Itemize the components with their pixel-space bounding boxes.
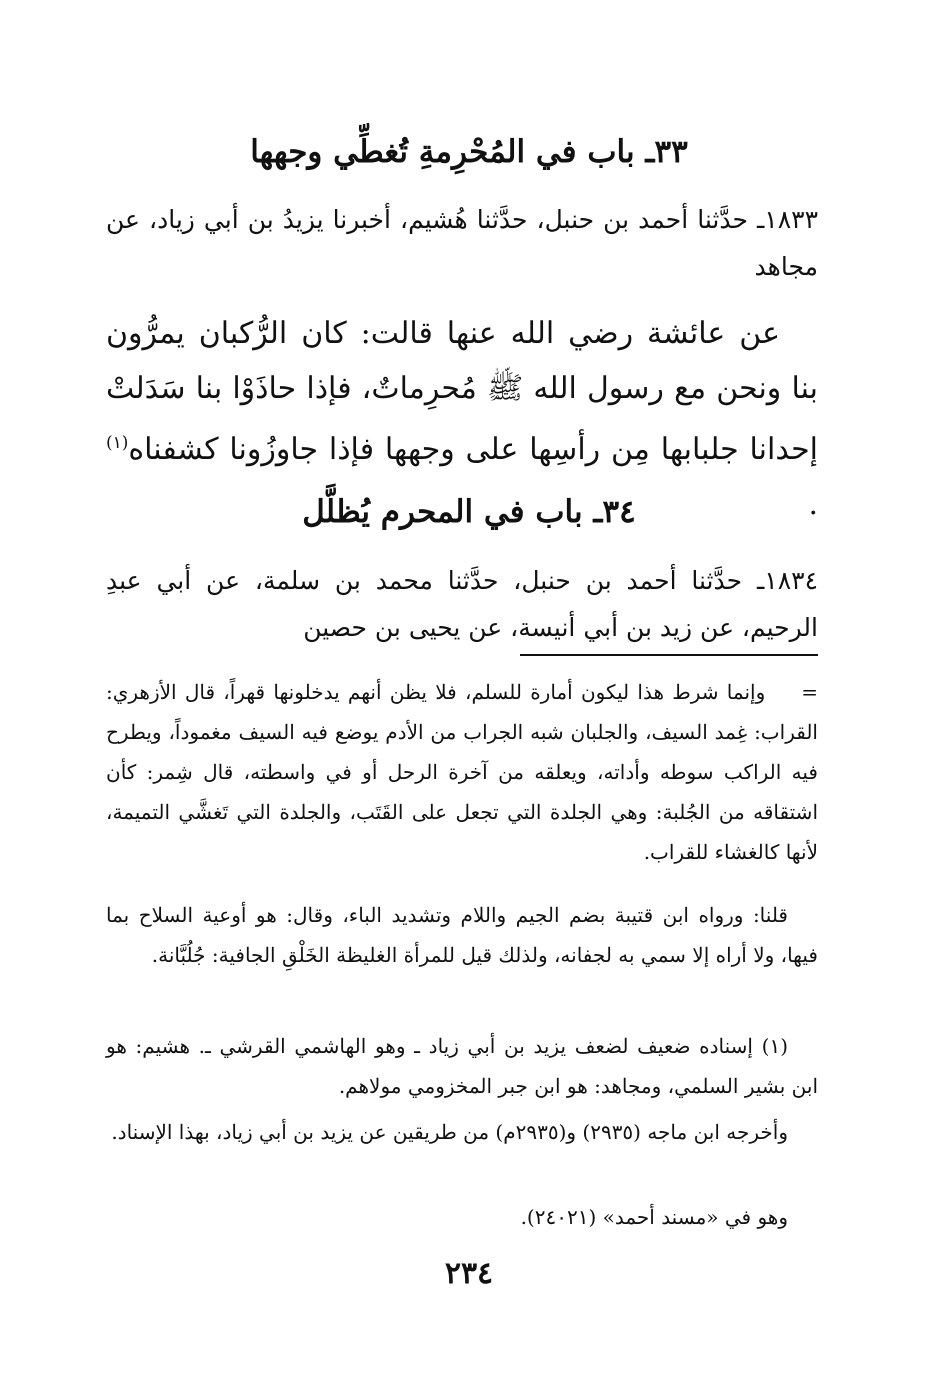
chapter-33-title: ٣٣ـ باب في المُحْرِمةِ تُغطِّي وجهها (250, 134, 688, 170)
footnote-continuation (106, 672, 818, 872)
footnote-1-takhrij: وأخرجه ابن ماجه (٢٩٣٥) و(٢٩٣٥م) من طريقين عن يزيد بن أبي زياد، بهذا الإسناد. (111, 1120, 788, 1144)
footnote-qulna: قلنا: ورواه ابن قتيبة بضم الجيم واللام وتشديد الباء، وقال: هو أوعية السلاح بما فيها، ولا أراه إلا سمي به لجفانه، ولذلك قيل للمرأة الغليظة الخَلْقِ الجافية: جُلُبَّانة. (106, 903, 818, 967)
footnote-1-musnad: وهو في «مسند أحمد» (٢٤٠٢١). (520, 1205, 788, 1229)
hadith-1834-isnad: ١٨٣٤ـ حدَّثنا أحمد بن حنبل، حدَّثنا محمد بن سلمة، عن أبي عبدِ الرحيم، عن زيد بن أبي أنيسة، عن يحيى بن حصين (106, 566, 818, 642)
matn-end: . (808, 487, 818, 522)
page-number: ٢٣٤ (444, 1256, 494, 1291)
continuation-marker: = (801, 680, 818, 704)
matn-text: عن عائشة رضي الله عنها قالت: كان الرُّكبان يمرُّون بنا ونحن مع رسول الله ﷺ مُحرِماتٌ، فإذا حاذَوْا بنا سَدَلتْ إحدانا جلبابها مِن رأسِها على وجهها فإذا جاوزُونا كشفناه (106, 316, 818, 467)
footnote-1: (١) إسناده ضعيف لضعف يزيد بن أبي زياد ـ وهو الهاشمي القرشي ـ. هشيم: هو ابن بشير السلمي، ومجاهد: هو ابن جبر المخزومي مولاهم. (106, 1034, 818, 1098)
hadith-1833-isnad: ١٨٣٣ـ حدَّثنا أحمد بن حنبل، حدَّثنا هُشيم، أخبرنا يزيدُ بن أبي زياد، عن مجاهد (106, 205, 818, 281)
chapter-34-title: ٣٤ـ باب في المحرم يُظلَّل (302, 494, 636, 530)
footnote-ref-1: (١) (106, 433, 129, 453)
footnote-separator (520, 654, 818, 656)
continuation-text: وإنما شرط هذا ليكون أمارة للسلم، فلا يظن أنهم يدخلونها قهراً، قال الأزهري: القراب: غِمد السيف، والجلبان شبه الجراب من الأدم يوضع فيه السيف مغموداً، ويطرح فيه الراكب سوطه وأداته، ويعلقه من آخرة الرحل أو في واسطته، قال شِمر: كأن اشتقاقه من الجُلبة: وهي الجلدة التي تجعل على القَتَب، والجلدة التي تَغشَّي التميمة، لأنها كالغشاء للقراب. (106, 680, 818, 864)
